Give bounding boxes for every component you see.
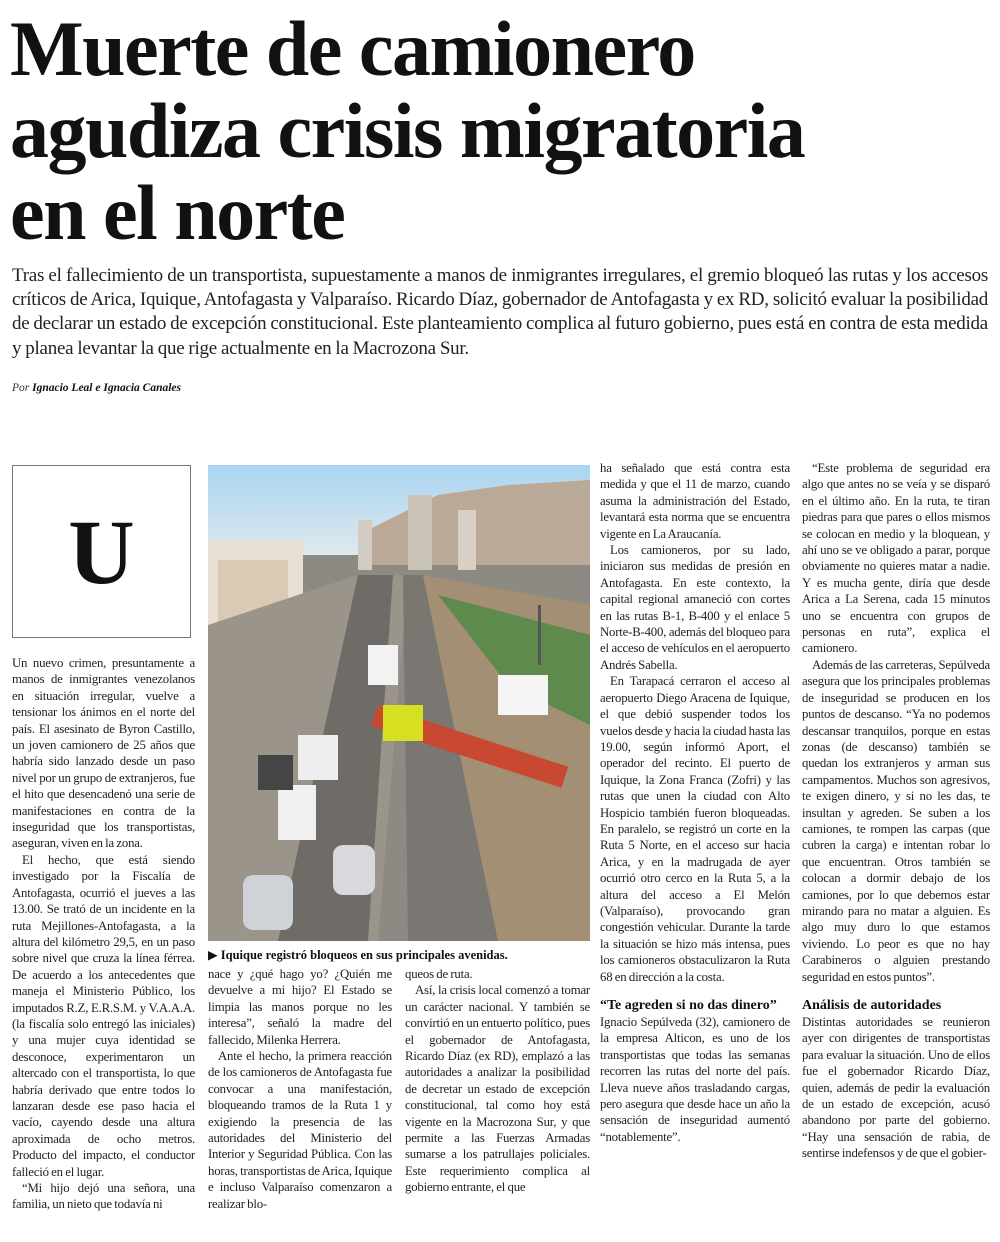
caption-text: Iquique registró bloqueos en sus principales avenidas. <box>220 948 508 962</box>
subheading: “Te agreden si no das dinero” <box>600 998 777 1013</box>
byline-prefix: Por <box>12 382 30 394</box>
paragraph: En Tarapacá cerraron el acceso al aeropuerto Diego Aracena de Iquique, el que debió suspender todos los vuelos desde y hacia la ciudad hasta las 19.00, según informó Aport, el operador del recinto. El puerto de Iquique, la Zona Franca (Zofri) y las rutas que unen la ciudad con Alto Hospicio también fueron bloqueadas. En paralelo, se registró un corte en la Ruta 5 Norte, en el acceso sur hacia Arica, y en la madrugada de ayer ocurrió otro cerco en la Ruta 5, a la altura del acceso a El Melón (Valparaíso), provocando gran congestión vehicular. Durante la tarde la situación se hizo más intensa, pues los camioneros obstaculizaron la Ruta 68 en dirección a la costa. <box>600 674 790 984</box>
drop-cap: U <box>68 500 135 603</box>
headline <box>10 5 995 256</box>
paragraph: nace y ¿qué hago yo? ¿Quién me devuelve a mi hijo? El Estado se limpia las manos porque no les interesa”, señaló la madre del fallecido, Milenka Herrera. <box>208 967 392 1047</box>
paragraph: queos de ruta. <box>405 967 473 981</box>
highway-blockade-photo <box>208 465 590 941</box>
article-column-2 <box>208 966 392 1212</box>
paragraph: “Este problema de seguridad era algo que antes no se veía y se disparó en el último año. En la ruta, te tiran piedras para que pares o ellos mismos se colocan en medio y la bloquean, y ahí uno se ve obligado a parar, porque obviamente no quieres matar a nadie. Y es mucha gente, diría que desde Arica a La Serena, cada 15 minutos uno se encuentra con grupos de personas en ruta”, explica el camionero. <box>802 461 990 656</box>
drop-cap-box <box>12 465 191 638</box>
article-column-5 <box>802 460 990 1162</box>
paragraph: Ante el hecho, la primera reacción de los camioneros de Antofagasta fue convocar a una manifestación, bloqueando tramos de la Ruta 1 y exigiendo la presencia de las autoridades del Ministerio del Interior y Seguridad Pública. Con las horas, transportistas de Arica, Iquique e incluso Valparaíso comenzaron a realizar blo- <box>208 1049 392 1211</box>
paragraph: Un nuevo crimen, presuntamente a manos de inmigrantes venezolanos en situación irregular, vuelve a tensionar los ánimos en el norte del país. El asesinato de Byron Castillo, un joven camionero de 25 años que habría sido lanzado desde un paso nivel por un grupo de extranjeros, fue el hito que desencadenó una serie de manifestaciones en contra de la inseguridad que los transportistas, aseguran, viven en la zona. <box>12 656 195 851</box>
paragraph: Distintas autoridades se reunieron ayer con dirigentes de transportistas para evaluar la situación. Uno de ellos fue el gobernador Ricardo Díaz, quien, además de pedir la evaluación de un estado de excepción, acusó abandono por parte del gobierno. “Hay una sensación de rabia, de sentirse indefensos y de que el gobier- <box>802 1015 990 1161</box>
article-column-3 <box>405 966 590 1196</box>
paragraph: Así, la crisis local comenzó a tomar un carácter nacional. Y también se convirtió en un entuerto político, pues el gobernador de Antofagasta, Ricardo Díaz (ex RD), emplazó a las autoridades a analizar la posibilidad de decretar un estado de excepción constitucional, tal como hoy está vigente en la Macrozona Sur, y que permite a las Fuerzas Armadas sumarse a los patrullajes policiales. Este requerimiento complica al gobierno entrante, el que <box>405 983 590 1195</box>
paragraph: Ignacio Sepúlveda (32), camionero de la empresa Alticon, es uno de los transportistas que todas las semanas recorren las rutas del norte del país. Lleva nueve años trasladando cargas, pero asegura que desde hace un año la sensación de inseguridad aumentó “notablemente”. <box>600 1015 790 1144</box>
photo-caption <box>208 947 592 963</box>
article-dek: Tras el fallecimiento de un transportista, supuestamente a manos de inmigrantes irregulares, el gremio bloqueó las rutas y los accesos críticos de Arica, Iquique, Antofagasta y Valparaíso. Ricardo Díaz, gobernador de Antofagasta y ex RD, solicitó evaluar la posibilidad de declarar un estado de excepción constitucional. Este planteamiento complica al futuro gobierno, pues está en contra de esta medida y planea levantar la que rige actualmente en la Macrozona Sur. <box>12 265 988 359</box>
article-column-4 <box>600 460 790 1145</box>
paragraph: ha señalado que está contra esta medida y que el 11 de marzo, cuando asuma la administración del Estado, levantará esta norma que se encuentra vigente en La Araucanía. <box>600 461 790 541</box>
subheading: Análisis de autoridades <box>802 998 942 1013</box>
headline-line: agudiza crisis migratoria <box>10 87 805 174</box>
article-column-1 <box>12 655 195 1213</box>
byline-authors: Ignacio Leal e Ignacia Canales <box>32 382 181 394</box>
paragraph: El hecho, que está siendo investigado por la Fiscalía de Antofagasta, ocurrió el jueves a las 13.00. Se trató de un incidente en la ruta Mejillones-Antofagasta, a la altura del kilómetro 29,5, en un paso sobre nivel que cruza la línea férrea. De acuerdo a los antecedentes que maneja el Ministerio Público, los imputados R.Z, E.R.S.M. y V.A.A.A. (la fiscalía solo entregó las iniciales) y una mujer cuya identidad se desconoce, experimentaron un altercado con el transportista, lo que habría derivado que entre todos lo lanzaran desde ese paso hacia el vacío, cayendo desde una altura aproximada de ocho metros. Producto del impacto, el conductor falleció en el lugar. <box>12 852 195 1179</box>
byline <box>12 382 181 394</box>
paragraph: “Mi hijo dejó una señora, una familia, un nieto que todavía ni <box>12 1181 195 1212</box>
headline-line: Muerte de camionero <box>10 5 695 92</box>
article-photo <box>208 465 590 941</box>
paragraph: Además de las carreteras, Sepúlveda asegura que los principales problemas de inseguridad se producen en los puntos de descanso. “Ya no podemos descansar tranquilos, porque en estas zonas (de descanso) también se quedan los extranjeros y arman sus campamentos. Muchos son agresivos, te exigen dinero, y si no les das, te insultan y agreden. Se suben a los camiones, te rompen las carpas (que cubren la carga) e intentan robar lo que encuentran. Otros también se colocan a dormir debajo de los camiones, por lo que debemos estar mirando para no matar a alguien. Es algo muy duro lo que estamos viviendo. Lo peor es que no hay Carabineros o alguien prestando seguridad en estos puntos”. <box>802 657 990 984</box>
headline-line: en el norte <box>10 169 345 256</box>
caption-arrow-icon: ▶ <box>208 948 218 962</box>
paragraph: Los camioneros, por su lado, iniciaron sus medidas de presión en Antofagasta. En este contexto, la capital regional amaneció con cortes en las rutas B-1, B-400 y el enlace 5 Norte-B-400, además del bloqueo para el acceso de vehículos en el aeropuerto Andrés Sabella. <box>600 543 790 672</box>
